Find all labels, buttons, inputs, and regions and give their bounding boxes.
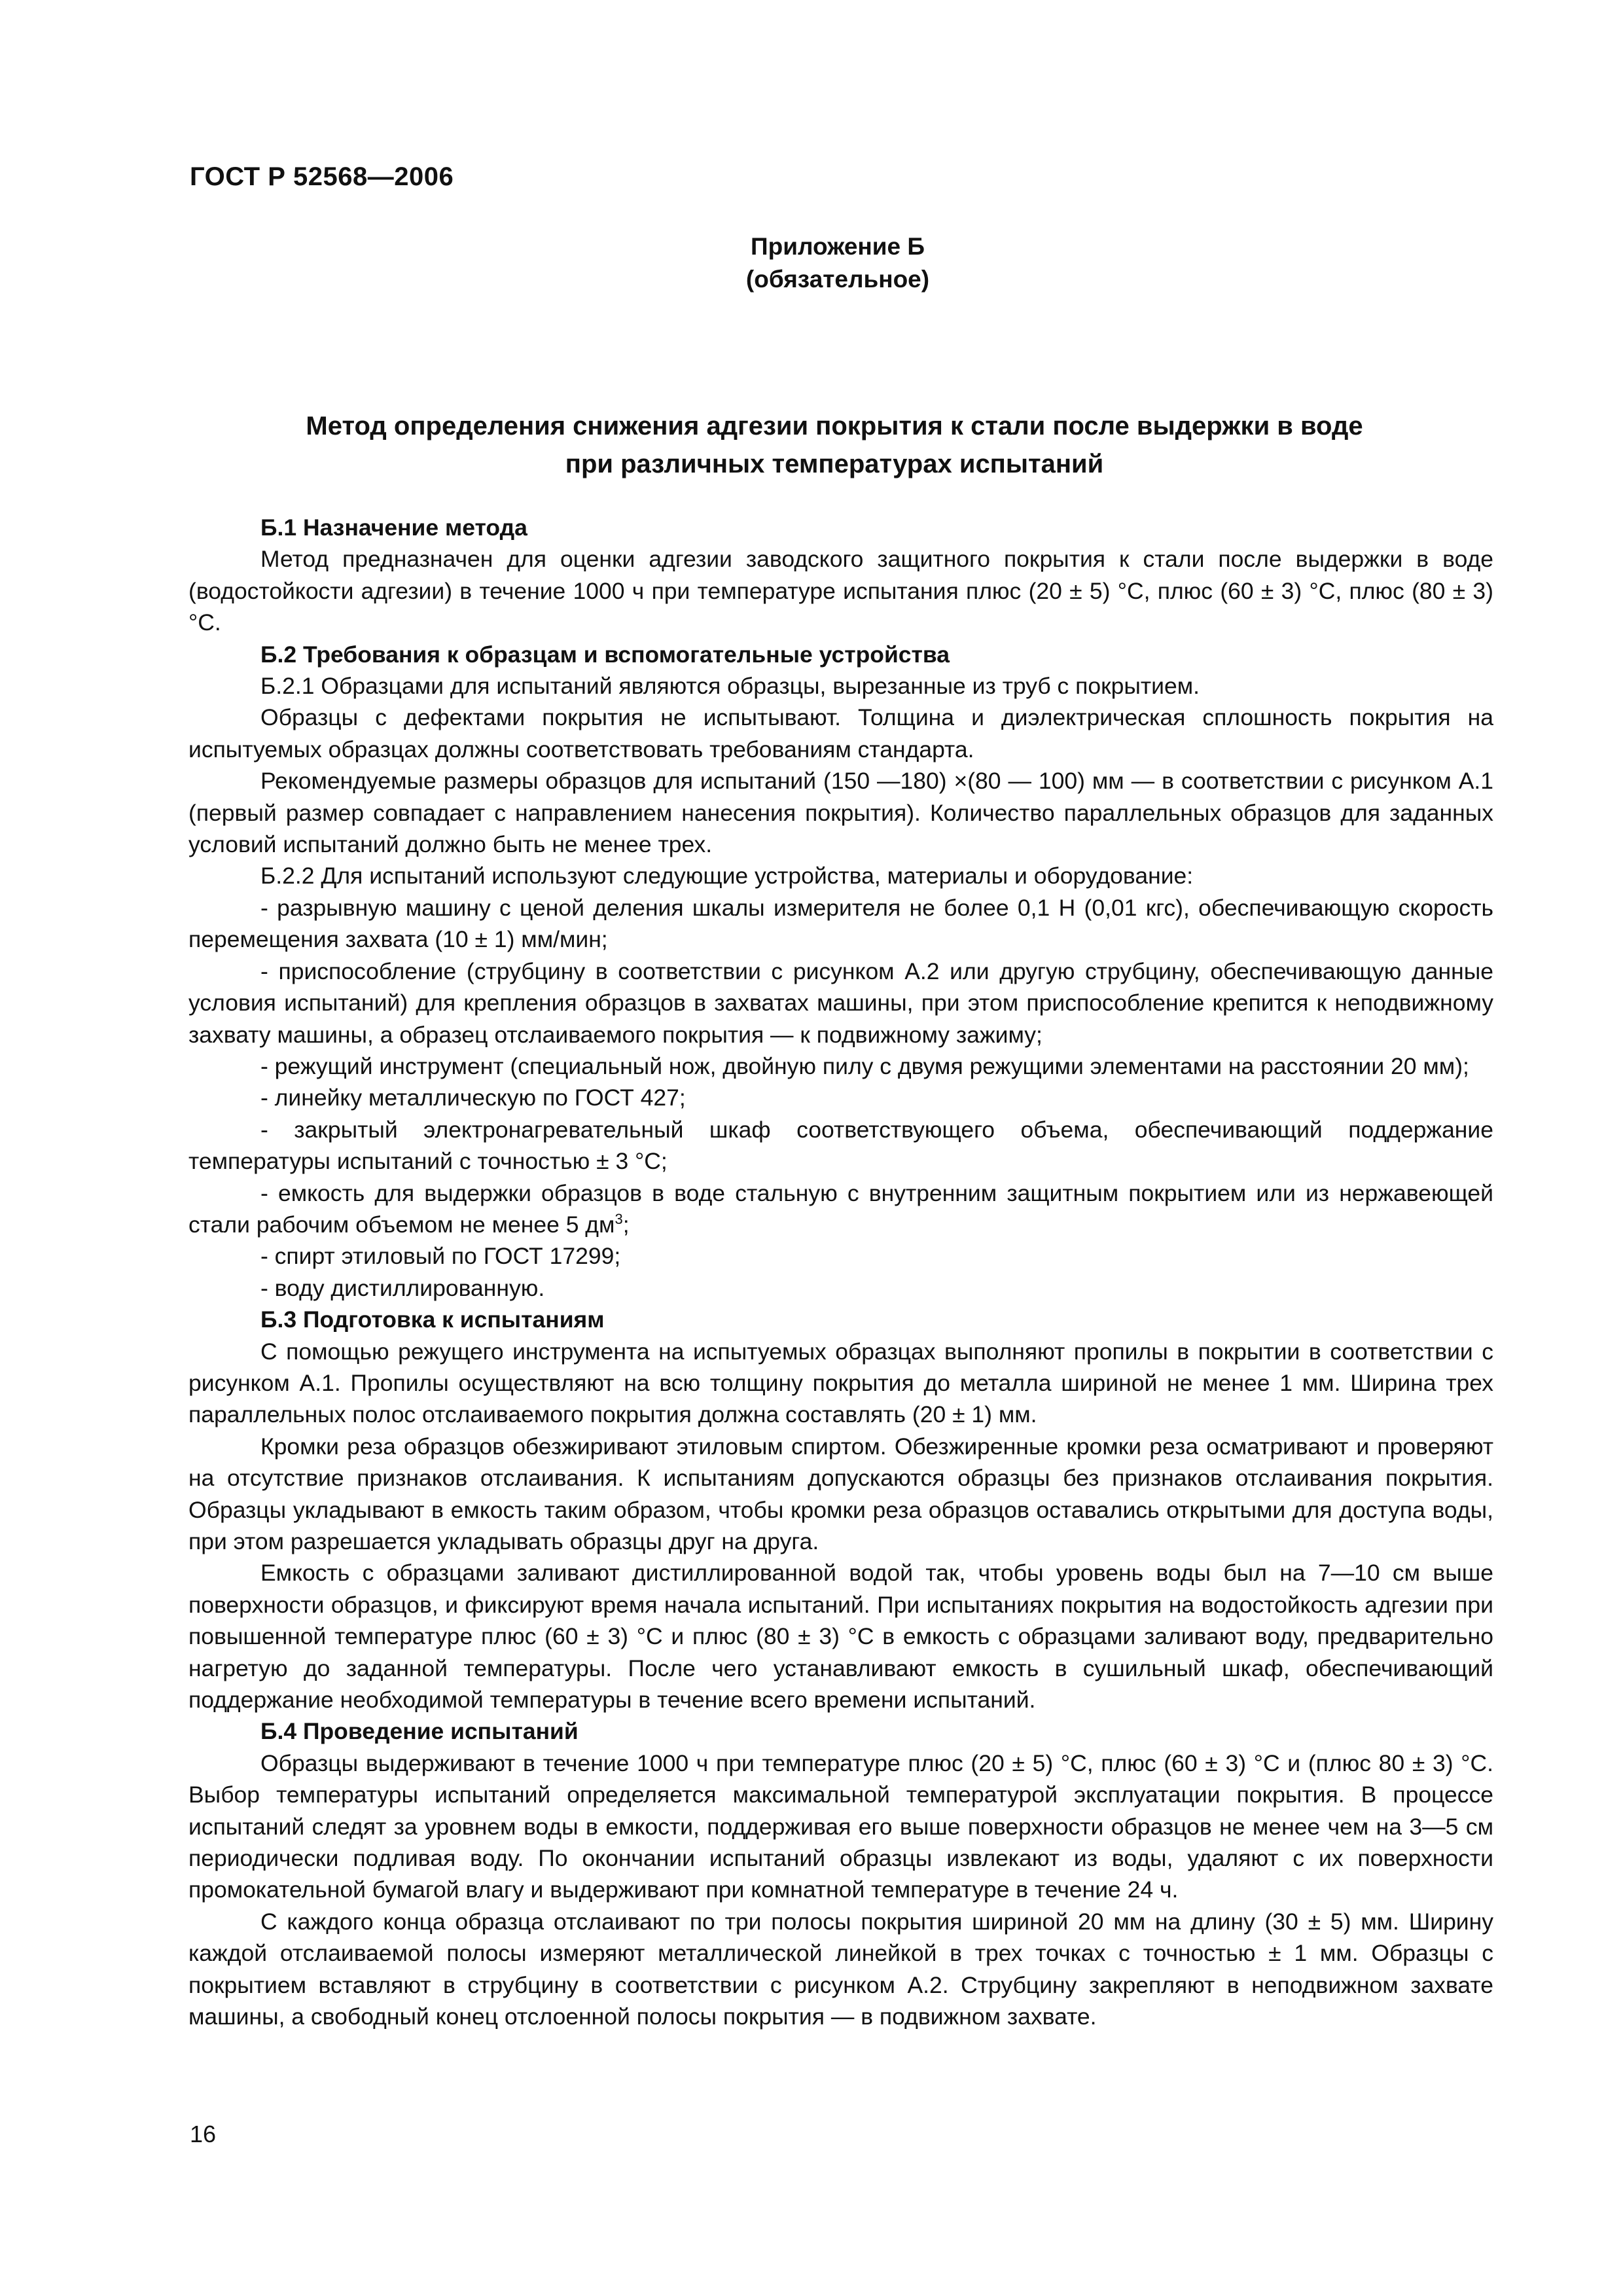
section-heading-b3: Б.3 Подготовка к испытаниям bbox=[260, 1306, 605, 1333]
paragraph-b1-1: Метод предназначен для оценки адгезии заводского защитного покрытия к стали после выдержки в воде (водостойкости адгезии) в течение 1000 ч при температуре испытания плюс (20 ± 5) °С, плюс (60 ± 3) °С, плюс (80 ± 3) °С. bbox=[188, 546, 1493, 636]
paragraph-b3-2: Кромки реза образцов обезжиривают этиловым спиртом. Обезжиренные кромки реза осматривают и проверяют на отсутствие признаков отслаивания. К испытаниям допускаются образцы без признаков отслаивания покрытия. Образцы укладывают в емкость таким образом, чтобы кромки реза образцов оставались открытыми для доступа воды, при этом разрешается укладывать образцы друг на друга. bbox=[188, 1433, 1493, 1554]
section-heading-b2: Б.2 Требования к образцам и вспомогательные устройства bbox=[260, 641, 950, 668]
list-item-oven: - закрытый электронагревательный шкаф соответствующего объема, обеспечивающий поддержание температуры испытаний с точностью ± 3 °С; bbox=[188, 1116, 1493, 1175]
list-item-ruler: - линейку металлическую по ГОСТ 427; bbox=[260, 1085, 686, 1111]
list-item-container-text: - емкость для выдержки образцов в воде стальную с внутренним защитным покрытием или из нержавеющей стали рабочим объемом не менее 5 дм bbox=[188, 1179, 1493, 1238]
method-title bbox=[196, 407, 1472, 483]
paragraph-b4-1: Образцы выдерживают в течение 1000 ч при температуре плюс (20 ± 5) °С, плюс (60 ± 3) °С и (плюс 80 ± 3) °С. Выбор температуры испытаний определяется максимальной температурой эксплуатации покрытия. В процессе испытаний следят за уровнем воды в емкости, поддерживая его выше поверхности образцов не менее чем на 3—5 см периодически подливая воду. По окончании испытаний образцы извлекают из воды, удаляют с их поверхности промокательной бумагой влагу и выдерживают при комнатной температуре в течение 24 ч. bbox=[188, 1749, 1493, 1903]
section-heading-b4: Б.4 Проведение испытаний bbox=[260, 1718, 579, 1745]
list-item-container-end: ; bbox=[622, 1211, 630, 1238]
list-item-clamp: - приспособление (струбцину в соответствии с рисунком А.2 или другую струбцину, обеспечивающую данные условия испытаний) для крепления образцов в захватах машины, при этом приспособление крепится к неподвижному захвату машины, а образец отслаиваемого покрытия — к подвижному зажиму; bbox=[188, 958, 1493, 1048]
method-title-line-1: Метод определения снижения адгезии покрытия к стали после выдержки в воде bbox=[306, 412, 1363, 440]
document-body bbox=[188, 512, 1493, 2033]
paragraph-b2-2: Образцы с дефектами покрытия не испытывают. Толщина и диэлектрическая сплошность покрытия на испытуемых образцах должны соответствовать требованиям стандарта. bbox=[188, 704, 1493, 762]
paragraph-b4-2: С каждого конца образца отслаивают по три полосы покрытия шириной 20 мм на длину (30 ± 5) мм. Ширину каждой отслаиваемой полосы измеряют металлической линейкой в трех точках с точностью ± 1 мм. Образцы с покрытием вставляют в струбцину в соответствии с рисунком А.2. Струбцину закрепляют в неподвижном захвате машины, а свободный конец отслоенной полосы покрытия — в подвижном захвате. bbox=[188, 1908, 1493, 2030]
paragraph-b2-1: Б.2.1 Образцами для испытаний являются образцы, вырезанные из труб с покрытием. bbox=[260, 673, 1200, 700]
annex-title: Приложение Б bbox=[751, 233, 925, 260]
paragraph-b2-4: Б.2.2 Для испытаний используют следующие устройства, материалы и оборудование: bbox=[260, 863, 1194, 889]
paragraph-b2-3: Рекомендуемые размеры образцов для испытаний (150 —180) ×(80 — 100) мм — в соответствии с рисунком А.1 (первый размер совпадает с направлением нанесения покрытия). Количество параллельных образцов для заданных условий испытаний должно быть не менее трех. bbox=[188, 768, 1493, 858]
document-code: ГОСТ Р 52568—2006 bbox=[190, 162, 454, 191]
list-item-container bbox=[188, 1177, 1493, 1241]
annex-status: (обязательное) bbox=[745, 266, 930, 293]
paragraph-b3-1: С помощью режущего инструмента на испытуемых образцах выполняют пропилы в покрытии в соответствии с рисунком А.1. Пропилы осуществляют на всю толщину покрытия до металла шириной не менее 1 мм. Ширина трех параллельных полос отслаиваемого покрытия должна составлять (20 ± 1) мм. bbox=[188, 1338, 1493, 1428]
list-item-cutting-tool: - режущий инструмент (специальный нож, двойную пилу с двумя режущими элементами на расстоянии 20 мм); bbox=[260, 1052, 1469, 1079]
method-title-line-2: при различных температурах испытаний bbox=[565, 450, 1104, 478]
list-item-water: - воду дистиллированную. bbox=[260, 1274, 545, 1301]
paragraph-b3-3: Емкость с образцами заливают дистиллированной водой так, чтобы уровень воды был на 7—10 см выше поверхности образцов, и фиксируют время начала испытаний. При испытаниях покрытия на водостойкость адгезии при повышенной температуре плюс (60 ± 3) °С и плюс (80 ± 3) °С в емкость с образцами заливают воду, предварительно нагретую до заданной температуры. После чего устанавливают емкость в сушильный шкаф, обеспечивающий поддержание необходимой температуры в течение всего времени испытаний. bbox=[188, 1560, 1493, 1713]
list-item-tensile-machine: - разрывную машину с ценой деления шкалы измерителя не более 0,1 Н (0,01 кгс), обеспечивающую скорость перемещения захвата (10 ± 1) мм/мин; bbox=[188, 894, 1493, 953]
volume-unit-superscript: 3 bbox=[615, 1210, 623, 1227]
list-item-alcohol: - спирт этиловый по ГОСТ 17299; bbox=[260, 1243, 621, 1270]
annex-heading bbox=[0, 230, 1623, 296]
page-number: 16 bbox=[190, 2121, 217, 2147]
section-heading-b1: Б.1 Назначение метода bbox=[260, 514, 527, 541]
